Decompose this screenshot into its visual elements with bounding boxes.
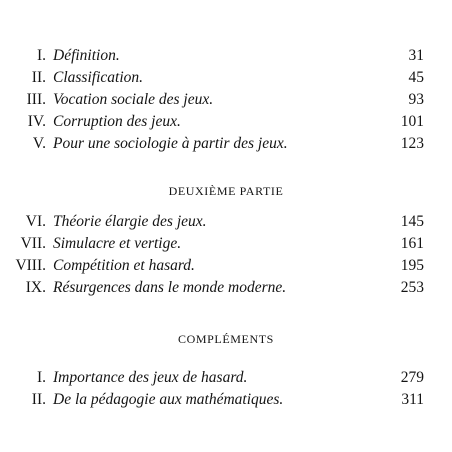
chapter-title: Simulacre et vertige. [53,235,182,252]
chapter-number: I. [36,369,46,386]
page-number: 253 [400,279,424,296]
chapter-title: Théorie élargie des jeux. [53,213,207,230]
toc-entry [0,46,452,66]
chapter-number: IV. [27,113,46,130]
chapter-number: II. [31,69,46,86]
chapter-title: Définition. [53,47,120,64]
chapter-title: Importance des jeux de hasard. [53,369,248,386]
part-heading: COMPLÉMENTS [178,332,274,346]
toc-entry [0,278,452,298]
chapter-title: Pour une sociologie à partir des jeux. [53,135,288,152]
toc-entry [0,368,452,388]
toc-entry [0,256,452,276]
page-number: 123 [400,135,424,152]
chapter-title: Classification. [53,69,143,86]
page-number: 93 [408,91,424,108]
page-number: 145 [400,213,424,230]
page-number: 311 [401,391,424,408]
page-number: 279 [400,369,424,386]
toc-entry [0,234,452,254]
part-heading: DEUXIÈME PARTIE [168,184,284,198]
chapter-title: De la pédagogie aux mathématiques. [53,391,284,408]
page-number: 161 [400,235,424,252]
chapter-title: Corruption des jeux. [53,113,181,130]
chapter-title: Résurgences dans le monde moderne. [53,279,287,296]
page-number: 101 [400,113,424,130]
chapter-title: Compétition et hasard. [53,257,195,274]
chapter-number: VIII. [15,257,46,274]
chapter-number: V. [32,135,46,152]
toc-entry [0,390,452,410]
chapter-number: I. [36,47,46,64]
chapter-number: II. [31,391,46,408]
chapter-number: VII. [20,235,46,252]
page-number: 31 [408,47,424,64]
page-number: 45 [408,69,424,86]
chapter-number: VI. [25,213,46,230]
toc-entry [0,112,452,132]
chapter-title: Vocation sociale des jeux. [53,91,214,108]
toc-entry [0,212,452,232]
toc-entry [0,90,452,110]
chapter-number: IX. [25,279,46,296]
toc-entry [0,68,452,88]
page-number: 195 [400,257,424,274]
toc-entry [0,134,452,154]
chapter-number: III. [26,91,46,108]
